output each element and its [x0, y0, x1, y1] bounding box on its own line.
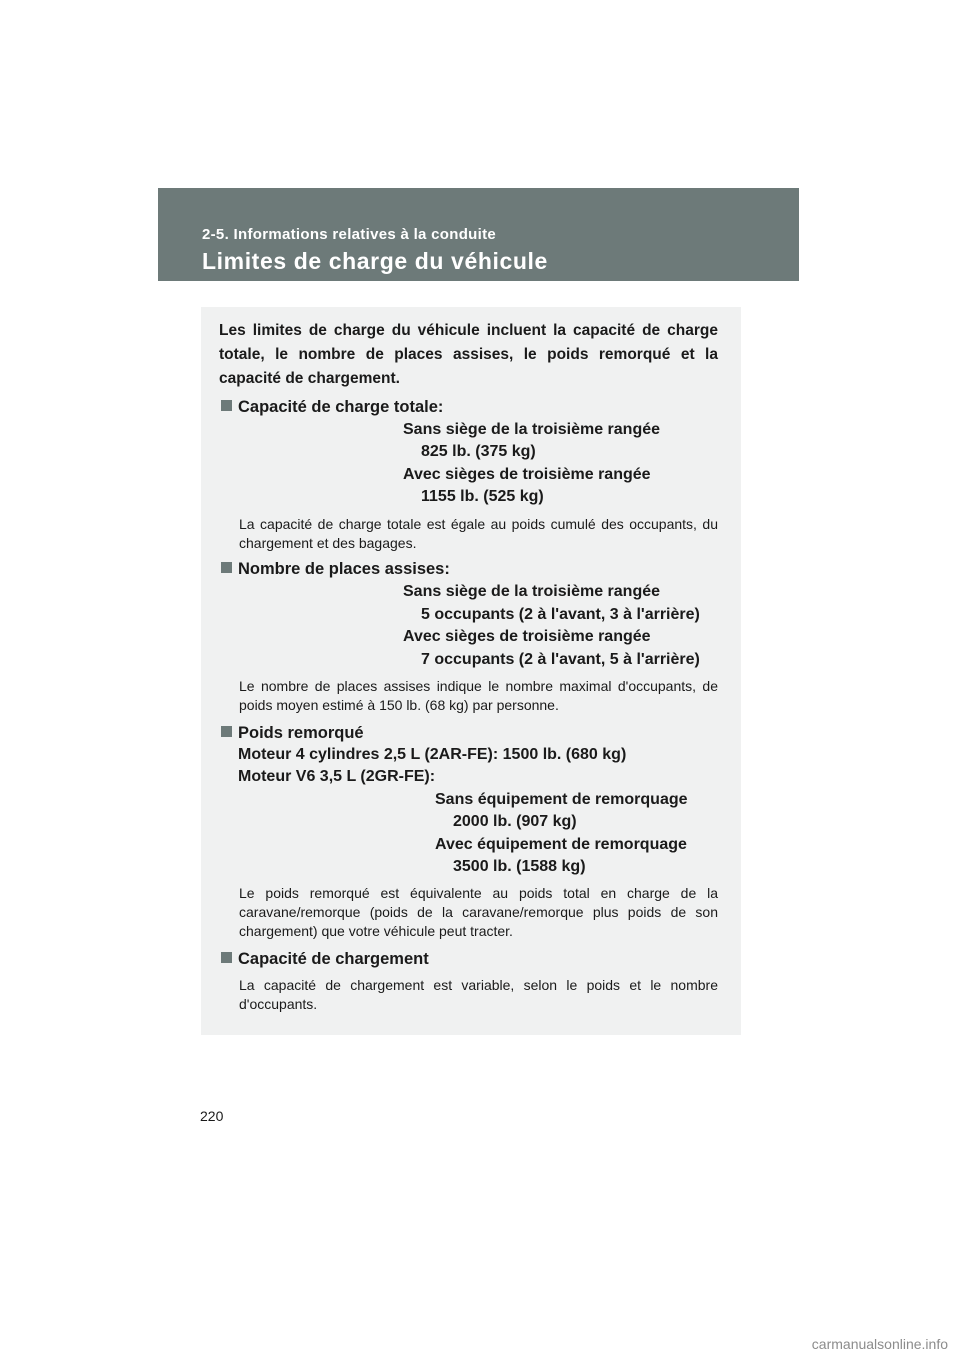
section-header-bar [158, 188, 799, 281]
capacite-totale-opt1-value: 825 lb. (375 kg) [421, 443, 536, 460]
places-opt1-label: Sans siège de la troisième rangée [403, 583, 661, 600]
capacite-totale-opt2-value: 1155 lb. (525 kg) [421, 488, 544, 505]
remorque-opt2-value: 3500 lb. (1588 kg) [453, 858, 586, 875]
heading-capacite-totale: Capacité de charge totale: [221, 398, 443, 417]
remorque-note: Le poids remorqué est équivalente au poids total en charge de la caravane/remorque (poids de la caravane/remorque plus poids de son chargement) que votre véhicule peut tracter. [239, 885, 718, 939]
places-opt1-value: 5 occupants (2 à l'avant, 3 à l'arrière) [421, 606, 700, 623]
capacite-totale-opt2-label: Avec sièges de troisième rangée [403, 466, 651, 483]
places-opt2-label: Avec sièges de troisième rangée [403, 628, 651, 645]
remorque-opt1-label: Sans équipement de remorquage [435, 791, 688, 808]
square-bullet-icon [221, 726, 232, 737]
engine-v6-line: Moteur V6 3,5 L (2GR-FE): [238, 768, 436, 785]
heading-places-assises: Nombre de places assises: [221, 560, 450, 579]
watermark: carmanualsonline.info [811, 1336, 948, 1352]
remorque-opt1-value: 2000 lb. (907 kg) [453, 813, 577, 830]
page-title: Limites de charge du véhicule [202, 248, 548, 274]
heading-capacite-chargement: Capacité de chargement [221, 950, 429, 969]
heading-poids-remorque: Poids remorqué [221, 724, 364, 743]
capacite-totale-opt1-label: Sans siège de la troisième rangée [403, 421, 661, 438]
chargement-note: La capacité de chargement est variable, selon le poids et le nombre d'occupants. [239, 977, 718, 1012]
square-bullet-icon [221, 562, 232, 573]
remorque-opt2-label: Avec équipement de remorquage [435, 836, 687, 853]
section-title: 2-5. Informations relatives à la conduite [202, 226, 497, 243]
engine-4cyl-line: Moteur 4 cylindres 2,5 L (2AR-FE): 1500 lb. (680 kg) [238, 746, 627, 763]
square-bullet-icon [221, 952, 232, 963]
page-number: 220 [200, 1108, 224, 1124]
places-note: Le nombre de places assises indique le nombre maximal d'occupants, de poids moyen estimé à 150 lb. (68 kg) par personne. [239, 678, 718, 713]
intro-paragraph: Les limites de charge du véhicule incluent la capacité de charge totale, le nombre de places assises, le poids remorqué et la capacité de chargement. [219, 322, 718, 387]
places-opt2-value: 7 occupants (2 à l'avant, 5 à l'arrière) [421, 651, 700, 668]
capacite-totale-note: La capacité de charge totale est égale au poids cumulé des occupants, du chargement et des bagages. [239, 516, 718, 551]
square-bullet-icon [221, 400, 232, 411]
